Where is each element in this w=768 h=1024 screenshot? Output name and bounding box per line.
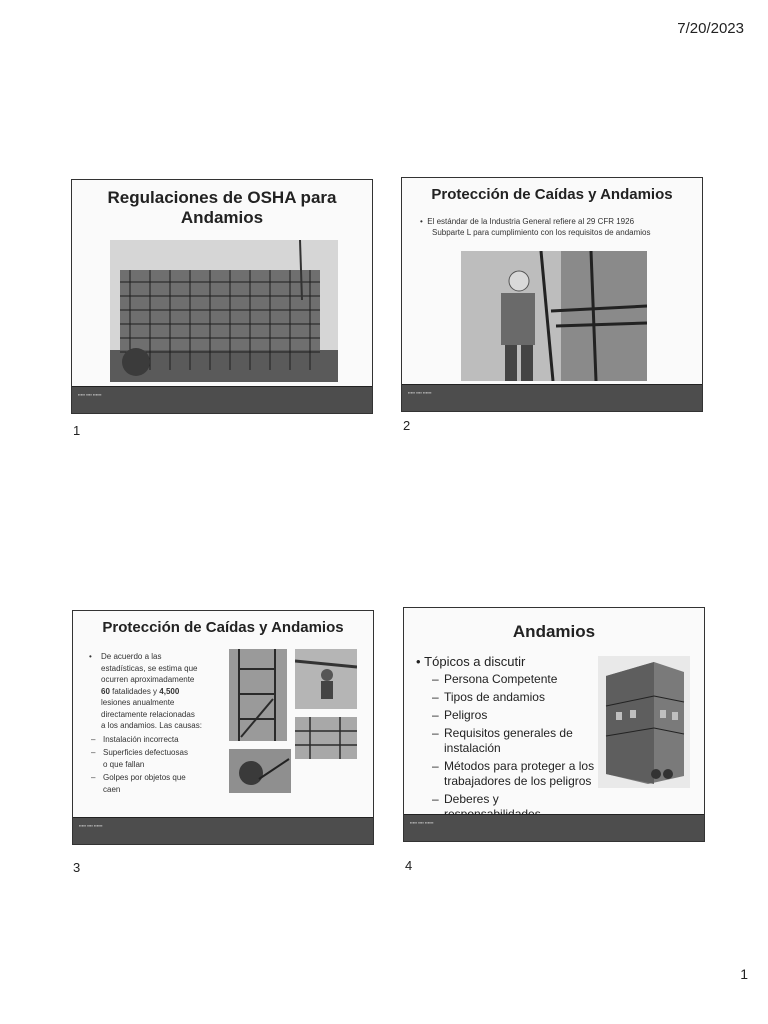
fallen-object-photo [229, 749, 291, 793]
slide-3-intro-line: ocurren aproximadamente [101, 675, 195, 684]
slide-1-title-line2: Andamios [180, 208, 264, 227]
fatalities-text: fatalidades y [109, 686, 160, 696]
slide-3-rest-line: directamente relacionadas [101, 709, 195, 719]
slide-footer [404, 814, 704, 841]
scaffold-platform-photo [295, 717, 357, 759]
page-number: 1 [740, 966, 748, 982]
cause-line: Golpes por objetos que [103, 773, 186, 782]
slide-1-title [72, 188, 372, 228]
scaffold-stairs-photo [229, 649, 287, 741]
slide-1-title-line1: Regulaciones de OSHA para [107, 188, 337, 207]
slide-footer [73, 817, 373, 844]
topic-line: trabajadores de los peligros [444, 774, 592, 788]
slide-2-bullet-line1: El estándar de la Industria General refiere al 29 CFR 1926 [427, 217, 635, 226]
topic-item: – Peligros [416, 708, 596, 723]
topic-item: – Métodos para proteger a los trabajadores de los peligros [432, 759, 595, 788]
slide-3-rest-line: lesiones anualmente [101, 698, 175, 707]
cause-item: – Golpes por objetos que caen [89, 772, 229, 795]
cause-line: o que fallan [103, 759, 145, 769]
topic-line: Peligros [444, 708, 488, 722]
cause-item: – Instalación incorrecta [89, 734, 229, 746]
topic-line: Tipos de andamios [444, 690, 545, 704]
topic-line: Deberes y [444, 792, 499, 806]
slide-2-bullet-line2: Subparte L para cumplimiento con los requisitos de andamios [432, 228, 651, 237]
worker-on-scaffold-photo [461, 251, 647, 381]
topic-line: Métodos para proteger a los [444, 759, 595, 773]
cause-item: – Superficies defectuosas o que fallan [89, 747, 229, 770]
footer-text: ▪▪▪▪▪ ▪▪▪▪ ▪▪▪▪▪▪ [408, 390, 432, 395]
cause-line: Superficies defectuosas [103, 748, 188, 757]
slide-2-thumbnail [401, 177, 703, 412]
slide-3-body: • De acuerdo a las estadísticas, se estima que ocurren aproximadamente 60 fatalidades y 4,500 lesiones anualmente directamente relacionadas a los andamios. Las causas: – Instalación incorrecta – Superficies defectuosas o que fallan – Golpes por objetos que caen [89, 651, 229, 795]
slide-2-bullet: • El estándar de la Industria General refiere al 29 CFR 1926 Subparte L para cumplimiento con los requisitos de andamios [420, 216, 692, 238]
slide-4-title: Andamios [512, 622, 596, 641]
injuries-count: 4,500 [159, 686, 180, 696]
scaffold-illustration [598, 656, 690, 788]
cause-line: Instalación incorrecta [103, 734, 179, 744]
print-date: 7/20/2023 [677, 20, 744, 37]
topics-heading: Tópicos a discutir [424, 654, 526, 669]
topic-line: Requisitos generales de [444, 726, 573, 740]
slide-footer [402, 384, 702, 411]
fatalities-count: 60 [101, 686, 110, 696]
topic-item: – Persona Competente [416, 672, 596, 687]
worker-falling-photo [295, 649, 357, 709]
slide-2-number: 2 [403, 418, 411, 433]
slide-1-thumbnail [71, 179, 373, 414]
scaffold-building-photo [110, 240, 338, 382]
slide-4-body: • Tópicos a discutir – Persona Competente – Tipos de andamios – Peligros – Requisitos generales de instalación – Métodos para proteger a los trabajadores de los peligros – Deberes y [416, 654, 596, 822]
slide-3-thumbnail [72, 610, 374, 845]
footer-text: ▪▪▪▪▪ ▪▪▪▪ ▪▪▪▪▪▪ [410, 820, 434, 825]
topic-item: – Requisitos generales de instalación [416, 726, 596, 756]
slide-3-stats-line [101, 686, 229, 698]
slide-3-number: 3 [73, 860, 81, 875]
slide-4-thumbnail [403, 607, 705, 842]
slide-3-intro-line: estadísticas, se estima que [101, 663, 198, 673]
slide-3-rest-line: a los andamios. Las causas: [101, 721, 202, 730]
topic-line: Persona Competente [444, 672, 558, 686]
cause-line: caen [103, 784, 121, 794]
topic-item: – Tipos de andamios [416, 690, 596, 705]
slide-1-number: 1 [73, 423, 81, 438]
slide-2-title: Protección de Caídas y Andamios [431, 186, 673, 203]
footer-text: ▪▪▪▪▪ ▪▪▪▪ ▪▪▪▪▪▪ [79, 823, 103, 828]
topic-line: instalación [444, 741, 501, 755]
topic-item: – Deberes y [416, 792, 596, 822]
slide-3-intro-line: De acuerdo a las [101, 652, 162, 661]
slide-3-title: Protección de Caídas y Andamios [102, 619, 344, 636]
slide-4-number: 4 [405, 858, 413, 873]
footer-text: ▪▪▪▪▪ ▪▪▪▪ ▪▪▪▪▪▪ [78, 392, 102, 397]
slide-footer [72, 386, 372, 413]
